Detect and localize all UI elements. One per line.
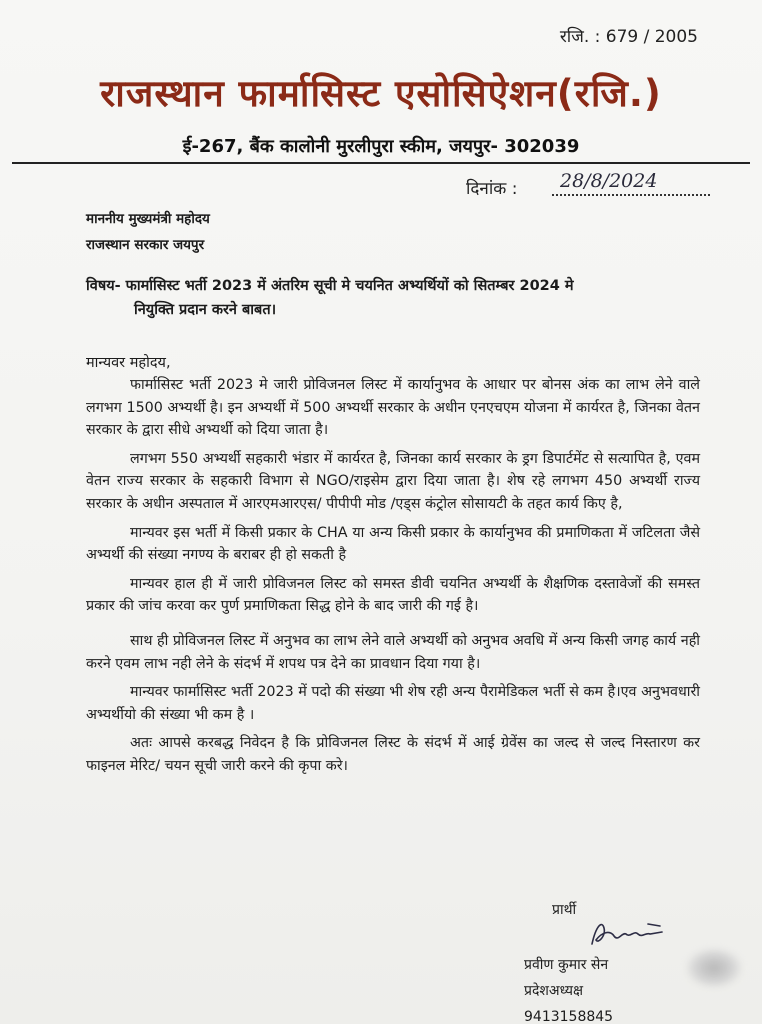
signer-phone: 9413158845 [524,1009,614,1024]
subject-line-2: नियुक्ति प्रदान करने बाबत। [134,302,277,318]
body-paragraph: साथ ही प्रोविजनल लिस्ट में अनुभव का लाभ लेने वाले अभ्यर्थी को अनुभव अवधि में अन्य किसी जगह कार्य नही करने एवम लाभ नही लेने के संदर्भ में शपथ पत्र देने का प्रावधान दिया गया है। [86,632,700,672]
subject-block [86,274,712,322]
body-paragraph: फार्मासिस्ट भर्ती 2023 मे जारी प्रोविजनल लिस्ट में कार्यानुभव के आधार पर बोनस अंक का लाभ लेने वाले लगभग 1500 अभ्यर्थी है। इन अभ्यर्थी में 500 अभ्यर्थी सरकार के अधीन एनएचएम योजना में कार्यरत है, जिनका वेतन सरकार के द्वारा सीधे अभ्यर्थी को दिया जाता है। [86,377,700,439]
signer-name: प्रवीण कुमार सेन [524,957,609,973]
blurred-seal [686,948,742,988]
body-paragraph: मान्यवर इस भर्ती में किसी प्रकार के CHA या अन्य किसी प्रकार के कार्यानुभव की प्रमाणिकता में जटिलता जैसे अभ्यर्थी की संख्या नगण्य के बराबर ही हो सकती है [86,524,700,564]
letterhead-divider [12,162,750,164]
salutation: मान्यवर महोदय, [86,355,171,371]
subject-line-1: विषय- फार्मासिस्ट भर्ती 2023 में अंतरिम सूची मे चयनित अभ्यर्थियों को सितम्बर 2024 मे [86,278,574,294]
date-value: 28/8/2024 [552,170,710,196]
applicant-label: प्रार्थी [552,902,577,918]
body-paragraph: मान्यवर हाल ही में जारी प्रोविजनल लिस्ट को समस्त डीवी चयनित अभ्यर्थी के शैक्षणिक दस्तावेजों की समस्त प्रकार की जांच करवा कर पुर्ण प्रमाणिकता सिद्ध होने के बाद जारी की गई है। [86,575,700,615]
handwritten-signature [588,914,668,954]
addressee-line-1: माननीय मुख्यमंत्री महोदय [86,211,210,227]
addressee-block [86,206,210,258]
organization-address: ई-267, बैंक कालोनी मुरलीपुरा स्कीम, जयपुर- 302039 [182,136,580,157]
organization-name: राजस्थान फार्मासिस्ट एसोसिऐशन(रजि.) [100,72,662,115]
letter-body [86,374,700,784]
signer-designation: प्रदेशअध्यक्ष [524,983,584,999]
addressee-line-2: राजस्थान सरकार जयपुर [86,237,205,253]
signer-block [524,952,613,1024]
body-paragraph: लगभग 550 अभ्यर्थी सहकारी भंडार में कार्यरत है, जिनका कार्य सरकार के ड्रग डिपार्टमेंट से सत्यापित है, एवम वेतन राज्य सरकार के सहकारी विभाग से NGO/राइसेम द्वारा दिया जाता है। शेष रहे लगभग 450 अभ्यर्थी राज्य सरकार के अधीन अस्पताल में आरएमआरएस/ पीपीपी मोड /एड्स कंट्रोल सोसायटी के तहत कार्य किए है, [86,450,700,512]
body-paragraph: मान्यवर फार्मासिस्ट भर्ती 2023 में पदो की संख्या भी शेष रही अन्य पैरामेडिकल भर्ती से कम है।एव अनुभवधारी अभ्यर्थीयो की संख्या भी कम है । [86,684,700,723]
registration-number: रजि. : 679 / 2005 [559,27,698,47]
body-paragraph: अतः आपसे करबद्ध निवेदन है कि प्रोविजनल लिस्ट के संदर्भ में आई ग्रेवेंस का जल्द से जल्द निस्तारण कर फाइनल मेरिट/ चयन सूची जारी करने की कृपा करे। [86,735,700,774]
date-label: दिनांक : [466,179,518,199]
